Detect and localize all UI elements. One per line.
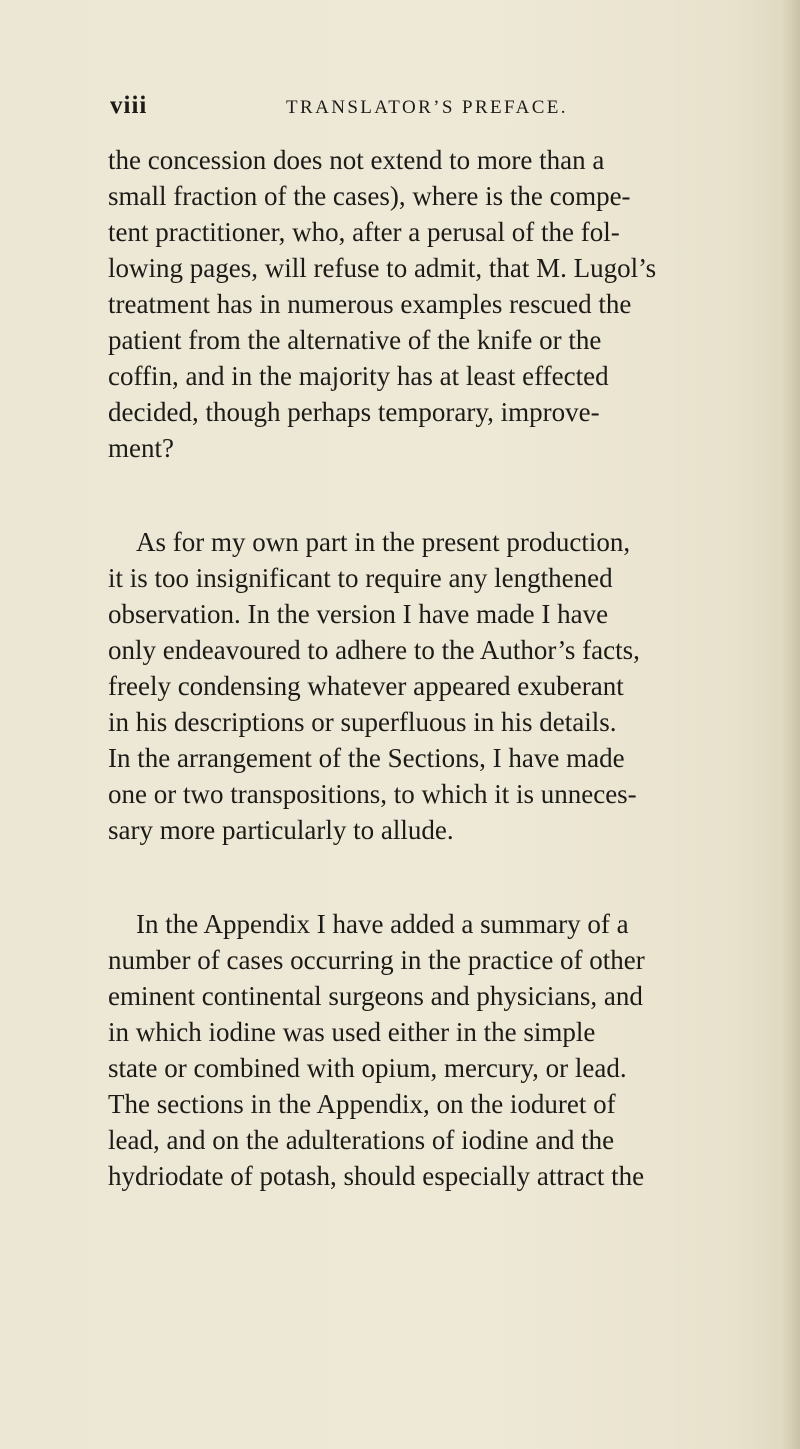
text-line: eminent continental surgeons and physicians, and: [108, 981, 643, 1011]
paragraph-2: [108, 524, 773, 848]
text-line: In the Appendix I have added a summary of a: [136, 909, 629, 939]
text-line: in his descriptions or superfluous in his details.: [108, 707, 617, 737]
text-line: The sections in the Appendix, on the ioduret of: [108, 1089, 616, 1119]
text-line: state or combined with opium, mercury, or lead.: [108, 1053, 627, 1083]
text-line: the concession does not extend to more than a: [108, 145, 605, 175]
running-title: TRANSLATOR’S PREFACE.: [286, 97, 568, 118]
body-text: [108, 142, 773, 1194]
text-line: In the arrangement of the Sections, I have made: [108, 743, 625, 773]
text-line: lowing pages, will refuse to admit, that M. Lugol’s: [108, 253, 657, 283]
text-line: hydriodate of potash, should especially attract the: [108, 1161, 645, 1191]
text-line: coffin, and in the majority has at least effected: [108, 361, 609, 391]
text-line: number of cases occurring in the practice of other: [108, 945, 645, 975]
text-line: only endeavoured to adhere to the Author’s facts,: [108, 635, 640, 665]
text-line: one or two transpositions, to which it is unneces-: [108, 779, 637, 809]
page-number: viii: [110, 92, 148, 119]
paragraph-1: [108, 142, 773, 466]
paragraph-3: [108, 906, 773, 1194]
text-line: observation. In the version I have made I have: [108, 599, 609, 629]
paragraph-gap: [108, 466, 773, 524]
text-line: sary more particularly to allude.: [108, 815, 454, 845]
text-line: in which iodine was used either in the simple: [108, 1017, 596, 1047]
page-edge-shadow: [782, 0, 800, 1449]
text-line: it is too insignificant to require any lengthened: [108, 563, 613, 593]
text-line: patient from the alternative of the knife or the: [108, 325, 602, 355]
text-line: treatment has in numerous examples rescued the: [108, 289, 632, 319]
text-line: ment?: [108, 433, 174, 463]
text-line: As for my own part in the present production,: [136, 527, 631, 557]
text-line: decided, though perhaps temporary, improve-: [108, 397, 600, 427]
running-head: [110, 92, 770, 126]
paragraph-gap: [108, 848, 773, 906]
text-line: small fraction of the cases), where is the compe-: [108, 181, 631, 211]
text-line: lead, and on the adulterations of iodine and the: [108, 1125, 615, 1155]
text-line: tent practitioner, who, after a perusal of the fol-: [108, 217, 620, 247]
text-line: freely condensing whatever appeared exuberant: [108, 671, 624, 701]
